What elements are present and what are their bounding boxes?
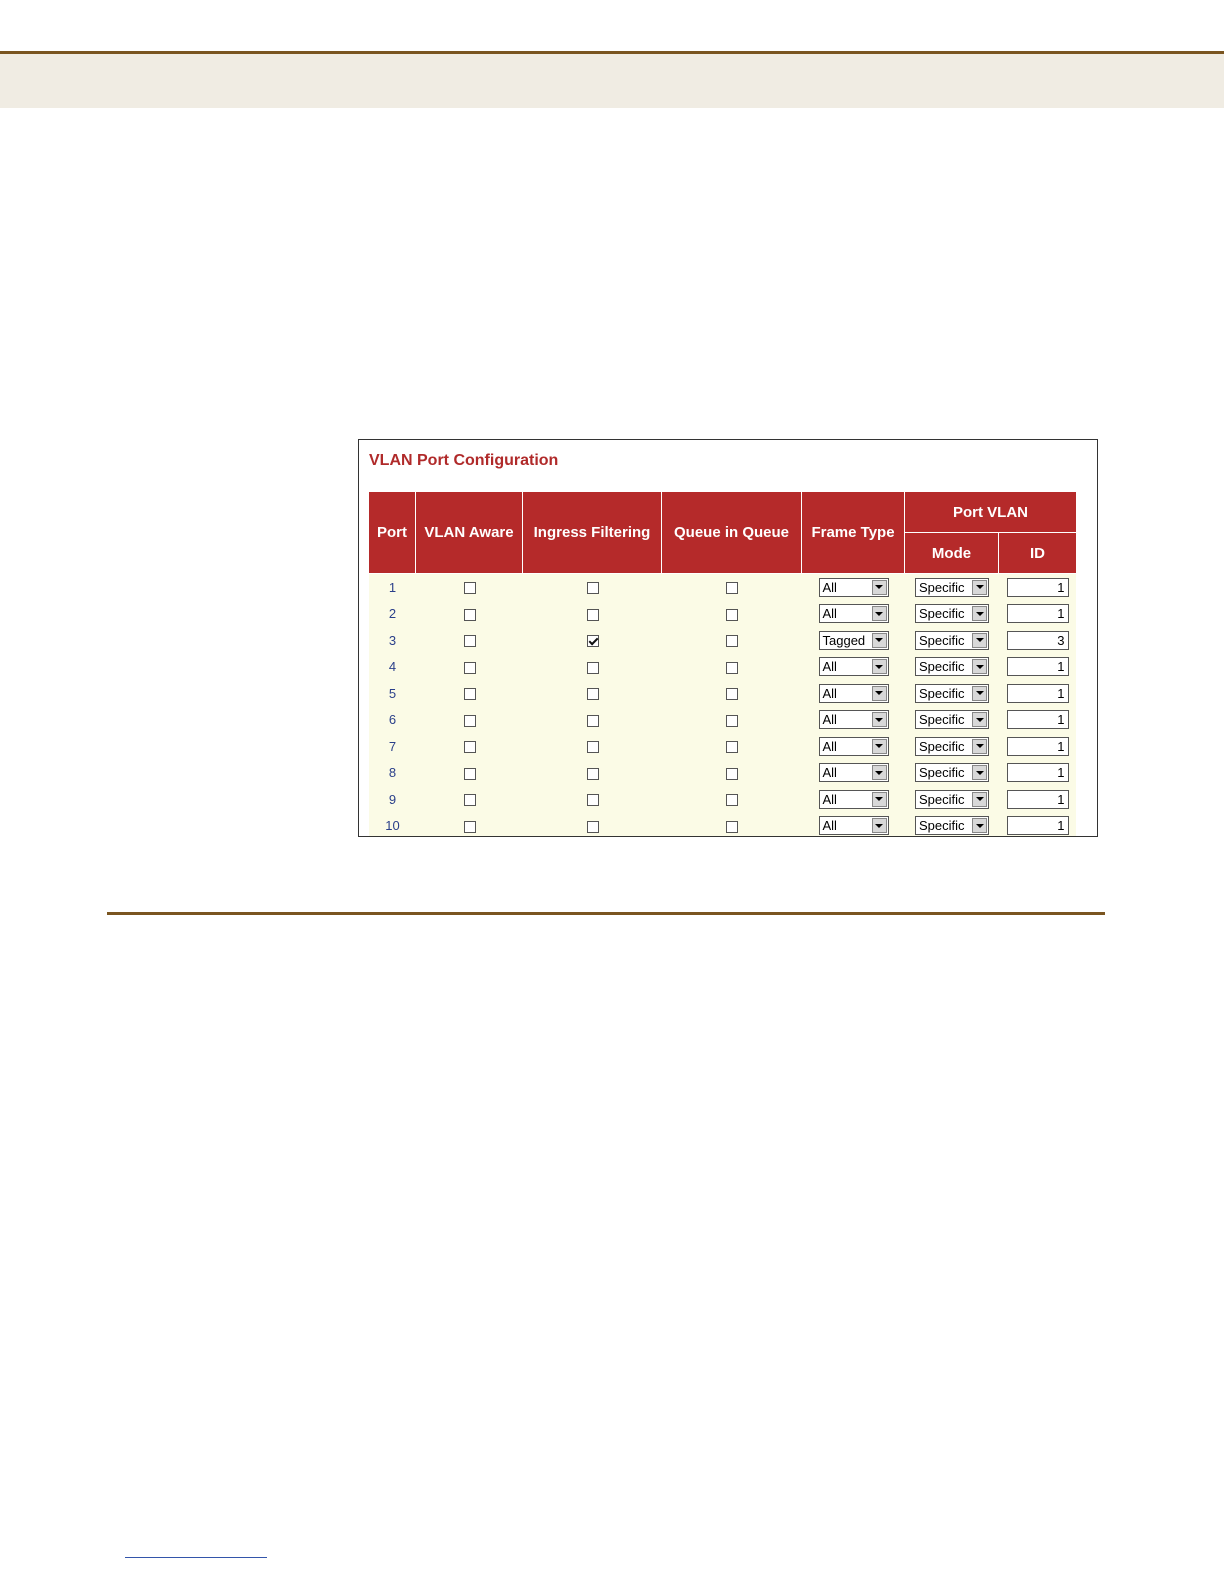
mode-select[interactable]: [915, 684, 989, 703]
frame-type-select[interactable]: [819, 578, 889, 597]
ingress-filtering-checkbox[interactable]: [587, 768, 599, 780]
frame-type-cell: [802, 786, 905, 813]
queue-in-queue-cell: [662, 574, 802, 601]
mode-value: Specific: [919, 685, 965, 701]
vlan-port-table: [369, 492, 1076, 837]
mode-cell: [905, 680, 999, 707]
ingress-filtering-checkbox[interactable]: [587, 821, 599, 833]
dropdown-arrow-icon[interactable]: [972, 686, 987, 701]
vlan-aware-cell: [416, 601, 523, 628]
mode-value: Specific: [919, 632, 965, 648]
ingress-filtering-cell: [523, 574, 662, 601]
vlan-id-input[interactable]: 3: [1007, 631, 1069, 650]
id-cell: [999, 760, 1076, 787]
queue-in-queue-cell: [662, 707, 802, 734]
id-cell: [999, 680, 1076, 707]
dropdown-arrow-icon[interactable]: [872, 818, 887, 833]
queue-in-queue-checkbox[interactable]: [726, 635, 738, 647]
frame-type-value: All: [822, 659, 837, 675]
frame-type-value: All: [822, 765, 837, 781]
ingress-filtering-cell: [523, 601, 662, 628]
vlan-id-input[interactable]: 1: [1007, 657, 1069, 676]
ingress-filtering-cell: [523, 627, 662, 654]
vlan-aware-cell: [416, 574, 523, 601]
col-header-ingress-filtering: Ingress Filtering: [523, 492, 662, 574]
mode-cell: [905, 627, 999, 654]
mode-cell: [905, 601, 999, 628]
frame-type-value: All: [822, 791, 837, 807]
mode-cell: [905, 654, 999, 681]
mode-cell: [905, 760, 999, 787]
id-cell: [999, 627, 1076, 654]
frame-type-cell: [802, 707, 905, 734]
frame-type-cell: [802, 680, 905, 707]
vlan-aware-cell: [416, 786, 523, 813]
ingress-filtering-checkbox[interactable]: [587, 688, 599, 700]
mode-cell: [905, 786, 999, 813]
ingress-filtering-checkbox[interactable]: [587, 582, 599, 594]
id-cell: [999, 601, 1076, 628]
col-header-port-vlan: Port VLAN: [905, 492, 1076, 533]
dropdown-arrow-icon[interactable]: [872, 633, 887, 648]
queue-in-queue-cell: [662, 786, 802, 813]
vlan-id-input[interactable]: 1: [1007, 790, 1069, 809]
mode-select[interactable]: [915, 816, 989, 835]
table-row: [369, 786, 1076, 813]
ingress-filtering-cell: [523, 786, 662, 813]
mode-select[interactable]: [915, 710, 989, 729]
table-row: [369, 707, 1076, 734]
id-cell: [999, 813, 1076, 838]
vlan-aware-checkbox[interactable]: [464, 609, 476, 621]
ingress-filtering-cell: [523, 707, 662, 734]
frame-type-value: All: [822, 738, 837, 754]
vlan-aware-checkbox[interactable]: [464, 821, 476, 833]
queue-in-queue-cell: [662, 760, 802, 787]
mode-value: Specific: [919, 712, 965, 728]
frame-type-cell: [802, 733, 905, 760]
vlan-aware-cell: [416, 627, 523, 654]
port-number: 9: [369, 786, 416, 813]
table-row: [369, 601, 1076, 628]
panel-title: VLAN Port Configuration: [369, 452, 559, 469]
frame-type-value: All: [822, 606, 837, 622]
dropdown-arrow-icon[interactable]: [872, 739, 887, 754]
dropdown-arrow-icon[interactable]: [872, 765, 887, 780]
queue-in-queue-cell: [662, 654, 802, 681]
col-header-id: ID: [999, 533, 1076, 574]
col-header-frame-type: Frame Type: [802, 492, 905, 574]
mode-select[interactable]: [915, 790, 989, 809]
dropdown-arrow-icon[interactable]: [872, 712, 887, 727]
mode-value: Specific: [919, 791, 965, 807]
dropdown-arrow-icon[interactable]: [872, 686, 887, 701]
frame-type-value: All: [822, 685, 837, 701]
frame-type-select[interactable]: [819, 737, 889, 756]
vlan-aware-checkbox[interactable]: [464, 741, 476, 753]
vlan-aware-checkbox[interactable]: [464, 768, 476, 780]
queue-in-queue-checkbox[interactable]: [726, 715, 738, 727]
table-row: [369, 760, 1076, 787]
dropdown-arrow-icon[interactable]: [972, 792, 987, 807]
mode-select[interactable]: [915, 578, 989, 597]
ingress-filtering-checkbox[interactable]: [587, 741, 599, 753]
table-row: [369, 654, 1076, 681]
ingress-filtering-checkbox[interactable]: [587, 794, 599, 806]
port-number: 10: [369, 813, 416, 838]
vlan-aware-cell: [416, 707, 523, 734]
vlan-aware-checkbox[interactable]: [464, 688, 476, 700]
port-number: 1: [369, 574, 416, 601]
queue-in-queue-checkbox[interactable]: [726, 821, 738, 833]
ingress-filtering-checkbox[interactable]: [587, 609, 599, 621]
id-cell: [999, 574, 1076, 601]
dropdown-arrow-icon[interactable]: [972, 659, 987, 674]
vlan-id-input[interactable]: 1: [1007, 763, 1069, 782]
port-number: 8: [369, 760, 416, 787]
frame-type-cell: [802, 627, 905, 654]
queue-in-queue-cell: [662, 813, 802, 838]
frame-type-cell: [802, 601, 905, 628]
col-header-queue-in-queue: Queue in Queue: [662, 492, 802, 574]
footer-link-underline: [125, 1557, 267, 1558]
dropdown-arrow-icon[interactable]: [872, 792, 887, 807]
frame-type-value: All: [822, 579, 837, 595]
vlan-port-configuration-panel: [358, 439, 1098, 837]
vlan-id-input[interactable]: 1: [1007, 578, 1069, 597]
table-body: [369, 574, 1076, 837]
dropdown-arrow-icon[interactable]: [972, 765, 987, 780]
ingress-filtering-checkbox[interactable]: [587, 635, 599, 647]
dropdown-arrow-icon[interactable]: [972, 633, 987, 648]
vlan-aware-checkbox[interactable]: [464, 662, 476, 674]
frame-type-value: All: [822, 712, 837, 728]
ingress-filtering-cell: [523, 760, 662, 787]
bottom-rule: [107, 912, 1105, 915]
vlan-aware-cell: [416, 654, 523, 681]
queue-in-queue-checkbox[interactable]: [726, 662, 738, 674]
port-number: 7: [369, 733, 416, 760]
vlan-aware-checkbox[interactable]: [464, 635, 476, 647]
frame-type-select[interactable]: [819, 631, 889, 650]
dropdown-arrow-icon[interactable]: [972, 712, 987, 727]
header-band: [0, 54, 1224, 108]
mode-value: Specific: [919, 659, 965, 675]
queue-in-queue-checkbox[interactable]: [726, 609, 738, 621]
table-row: [369, 813, 1076, 838]
mode-select[interactable]: [915, 604, 989, 623]
queue-in-queue-checkbox[interactable]: [726, 582, 738, 594]
table-row: [369, 680, 1076, 707]
queue-in-queue-checkbox[interactable]: [726, 688, 738, 700]
col-header-vlan-aware: VLAN Aware: [416, 492, 523, 574]
vlan-id-input[interactable]: 1: [1007, 604, 1069, 623]
mode-cell: [905, 733, 999, 760]
dropdown-arrow-icon[interactable]: [972, 606, 987, 621]
port-number: 6: [369, 707, 416, 734]
queue-in-queue-checkbox[interactable]: [726, 741, 738, 753]
mode-value: Specific: [919, 765, 965, 781]
port-number: 5: [369, 680, 416, 707]
port-number: 4: [369, 654, 416, 681]
ingress-filtering-checkbox[interactable]: [587, 662, 599, 674]
col-header-port: Port: [369, 492, 416, 574]
vlan-id-input[interactable]: 1: [1007, 816, 1069, 835]
col-header-mode: Mode: [905, 533, 999, 574]
ingress-filtering-cell: [523, 654, 662, 681]
mode-select[interactable]: [915, 737, 989, 756]
mode-cell: [905, 813, 999, 838]
vlan-aware-checkbox[interactable]: [464, 715, 476, 727]
dropdown-arrow-icon[interactable]: [972, 818, 987, 833]
port-number: 3: [369, 627, 416, 654]
dropdown-arrow-icon[interactable]: [972, 580, 987, 595]
mode-value: Specific: [919, 606, 965, 622]
vlan-aware-cell: [416, 733, 523, 760]
table-row: [369, 627, 1076, 654]
frame-type-select[interactable]: [819, 684, 889, 703]
vlan-aware-cell: [416, 680, 523, 707]
id-cell: [999, 786, 1076, 813]
queue-in-queue-cell: [662, 733, 802, 760]
frame-type-value: All: [822, 818, 837, 834]
mode-select[interactable]: [915, 657, 989, 676]
mode-value: Specific: [919, 818, 965, 834]
vlan-id-input[interactable]: 1: [1007, 710, 1069, 729]
queue-in-queue-cell: [662, 627, 802, 654]
queue-in-queue-checkbox[interactable]: [726, 794, 738, 806]
vlan-aware-cell: [416, 760, 523, 787]
queue-in-queue-cell: [662, 601, 802, 628]
mode-select[interactable]: [915, 763, 989, 782]
mode-select[interactable]: [915, 631, 989, 650]
ingress-filtering-cell: [523, 813, 662, 838]
queue-in-queue-checkbox[interactable]: [726, 768, 738, 780]
table-row: [369, 574, 1076, 601]
mode-cell: [905, 574, 999, 601]
vlan-aware-checkbox[interactable]: [464, 582, 476, 594]
queue-in-queue-cell: [662, 680, 802, 707]
frame-type-cell: [802, 813, 905, 838]
table-row: [369, 733, 1076, 760]
frame-type-select[interactable]: [819, 657, 889, 676]
ingress-filtering-cell: [523, 680, 662, 707]
dropdown-arrow-icon[interactable]: [872, 659, 887, 674]
frame-type-select[interactable]: [819, 710, 889, 729]
dropdown-arrow-icon[interactable]: [872, 606, 887, 621]
frame-type-select[interactable]: [819, 604, 889, 623]
mode-value: Specific: [919, 738, 965, 754]
id-cell: [999, 707, 1076, 734]
id-cell: [999, 654, 1076, 681]
vlan-id-input[interactable]: 1: [1007, 737, 1069, 756]
vlan-aware-cell: [416, 813, 523, 838]
frame-type-value: Tagged: [822, 632, 866, 648]
ingress-filtering-cell: [523, 733, 662, 760]
id-cell: [999, 733, 1076, 760]
frame-type-cell: [802, 760, 905, 787]
frame-type-select[interactable]: [819, 790, 889, 809]
frame-type-select[interactable]: [819, 763, 889, 782]
frame-type-cell: [802, 574, 905, 601]
vlan-id-input[interactable]: 1: [1007, 684, 1069, 703]
ingress-filtering-checkbox[interactable]: [587, 715, 599, 727]
dropdown-arrow-icon[interactable]: [972, 739, 987, 754]
vlan-aware-checkbox[interactable]: [464, 794, 476, 806]
frame-type-select[interactable]: [819, 816, 889, 835]
mode-value: Specific: [919, 579, 965, 595]
port-number: 2: [369, 601, 416, 628]
dropdown-arrow-icon[interactable]: [872, 580, 887, 595]
mode-cell: [905, 707, 999, 734]
frame-type-cell: [802, 654, 905, 681]
